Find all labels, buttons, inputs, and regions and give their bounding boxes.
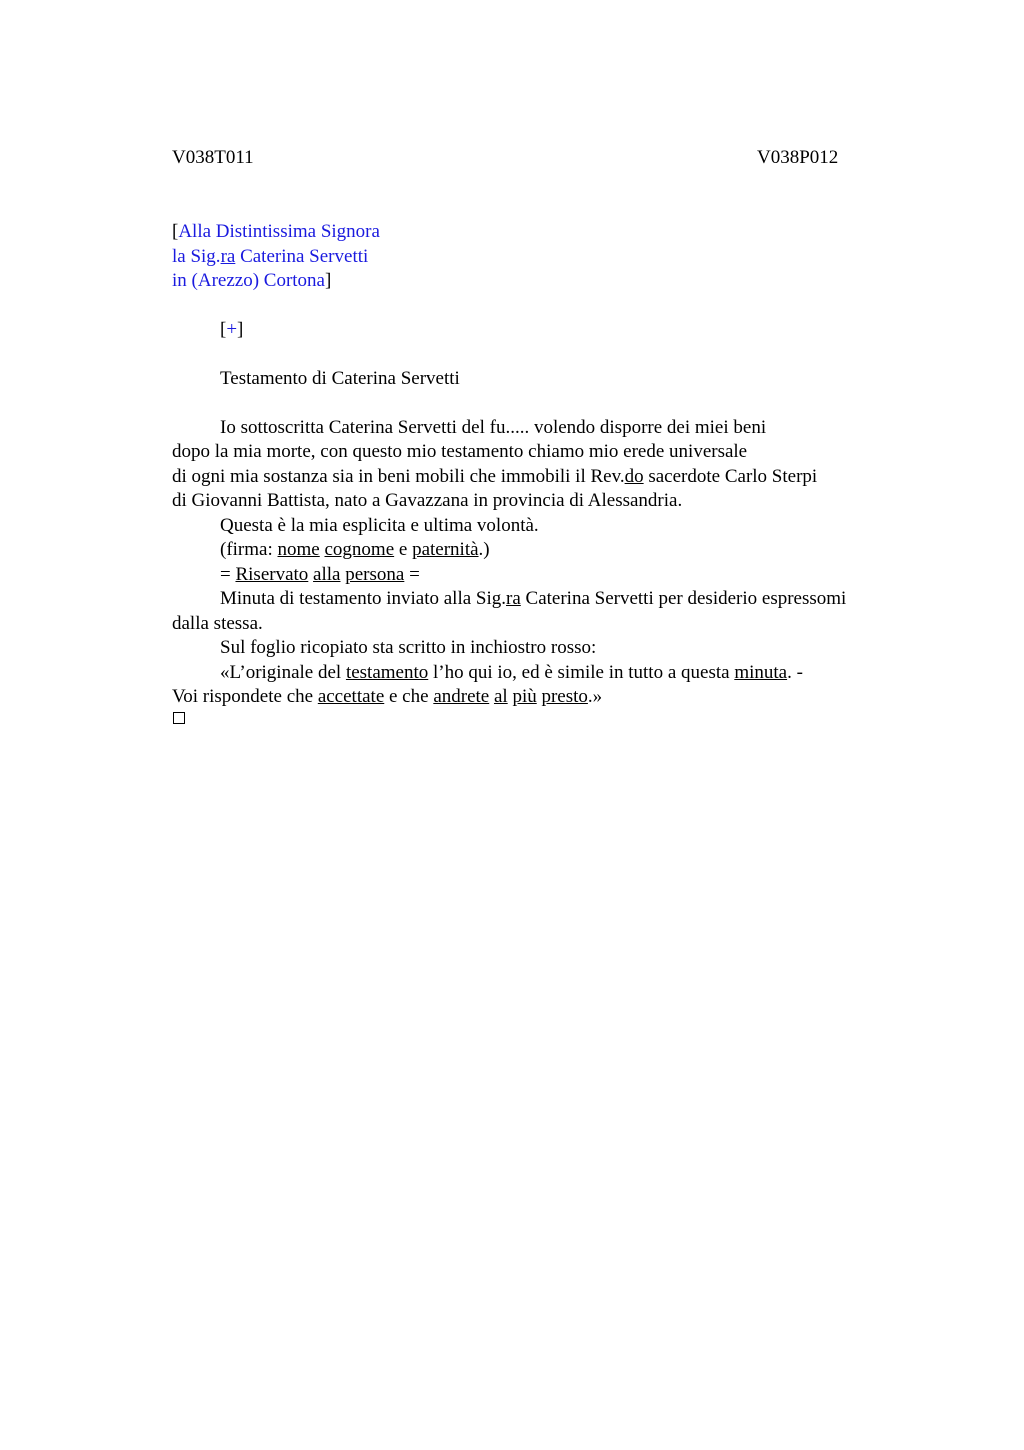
reserved-line: = Riservato alla persona =: [220, 564, 420, 585]
signature-line: (firma: nome cognome e paternità.): [220, 539, 490, 560]
underlined-word: più: [512, 686, 537, 707]
underlined-word: andrete: [433, 686, 490, 707]
address-line-3: [172, 269, 380, 294]
sig-abbr: ra: [506, 588, 521, 609]
body-line: Questa è la mia esplicita e ultima volontà.: [220, 515, 539, 536]
underlined-word: testamento: [345, 662, 429, 683]
body-line: dalla stessa.: [172, 613, 263, 634]
document-code-left: V038T011: [172, 147, 254, 168]
underlined-word: Riservato: [235, 564, 309, 585]
underlined-word: al: [493, 686, 508, 707]
body-line: di ogni mia sostanza sia in beni mobili che immobili il Rev.do sacerdote Carlo Sterpi: [172, 466, 818, 487]
underlined-word: persona: [345, 564, 405, 585]
body-line: Io sottoscritta Caterina Servetti del fu..... volendo disporre dei miei beni: [220, 417, 767, 438]
cross-mark: [220, 318, 243, 342]
cross-icon: +: [226, 319, 238, 340]
body-line: Sul foglio ricopiato sta scritto in inchiostro rosso:: [220, 637, 597, 658]
body-line: di Giovanni Battista, nato a Gavazzana in provincia di Alessandria.: [172, 490, 683, 511]
underlined-word: alla: [313, 564, 341, 585]
rev-abbr: do: [624, 466, 644, 487]
underlined-word: paternità: [412, 539, 479, 560]
address-city: in (Arezzo) Cortona: [172, 270, 325, 291]
address-sig-abbr: ra: [220, 245, 236, 267]
address-recipient-title: Alla Distintissima Signora: [178, 221, 380, 242]
document-code-right: V038P012: [757, 147, 839, 168]
underlined-word: cognome: [324, 539, 395, 560]
cross-close-bracket: ]: [237, 319, 244, 340]
underlined-word: minuta: [734, 662, 788, 683]
address-line-2: [172, 245, 380, 270]
address-line-1: [172, 220, 380, 245]
cross-open-bracket: [: [220, 319, 227, 340]
address-close-bracket: ]: [325, 270, 332, 291]
address-block: [172, 220, 380, 294]
body-line: Minuta di testamento inviato alla Sig.ra Caterina Servetti per desiderio espressomi: [220, 588, 847, 609]
underlined-word: accettate: [317, 686, 385, 707]
address-name: Caterina Servetti: [235, 245, 369, 267]
end-square-icon: [173, 712, 185, 724]
underlined-word: presto: [541, 686, 588, 707]
address-open-bracket: [: [172, 221, 179, 242]
quote-line: «L’originale del testamento l’ho qui io, ed è simile in tutto a questa minuta. -: [220, 662, 803, 683]
document-title: Testamento di Caterina Servetti: [220, 368, 460, 389]
quote-line: Voi rispondete che accettate e che andrete al più presto.»: [172, 686, 603, 707]
address-sig: la Sig.: [172, 245, 221, 267]
body-line: dopo la mia morte, con questo mio testamento chiamo mio erede universale: [172, 441, 748, 462]
underlined-word: nome: [277, 539, 320, 560]
